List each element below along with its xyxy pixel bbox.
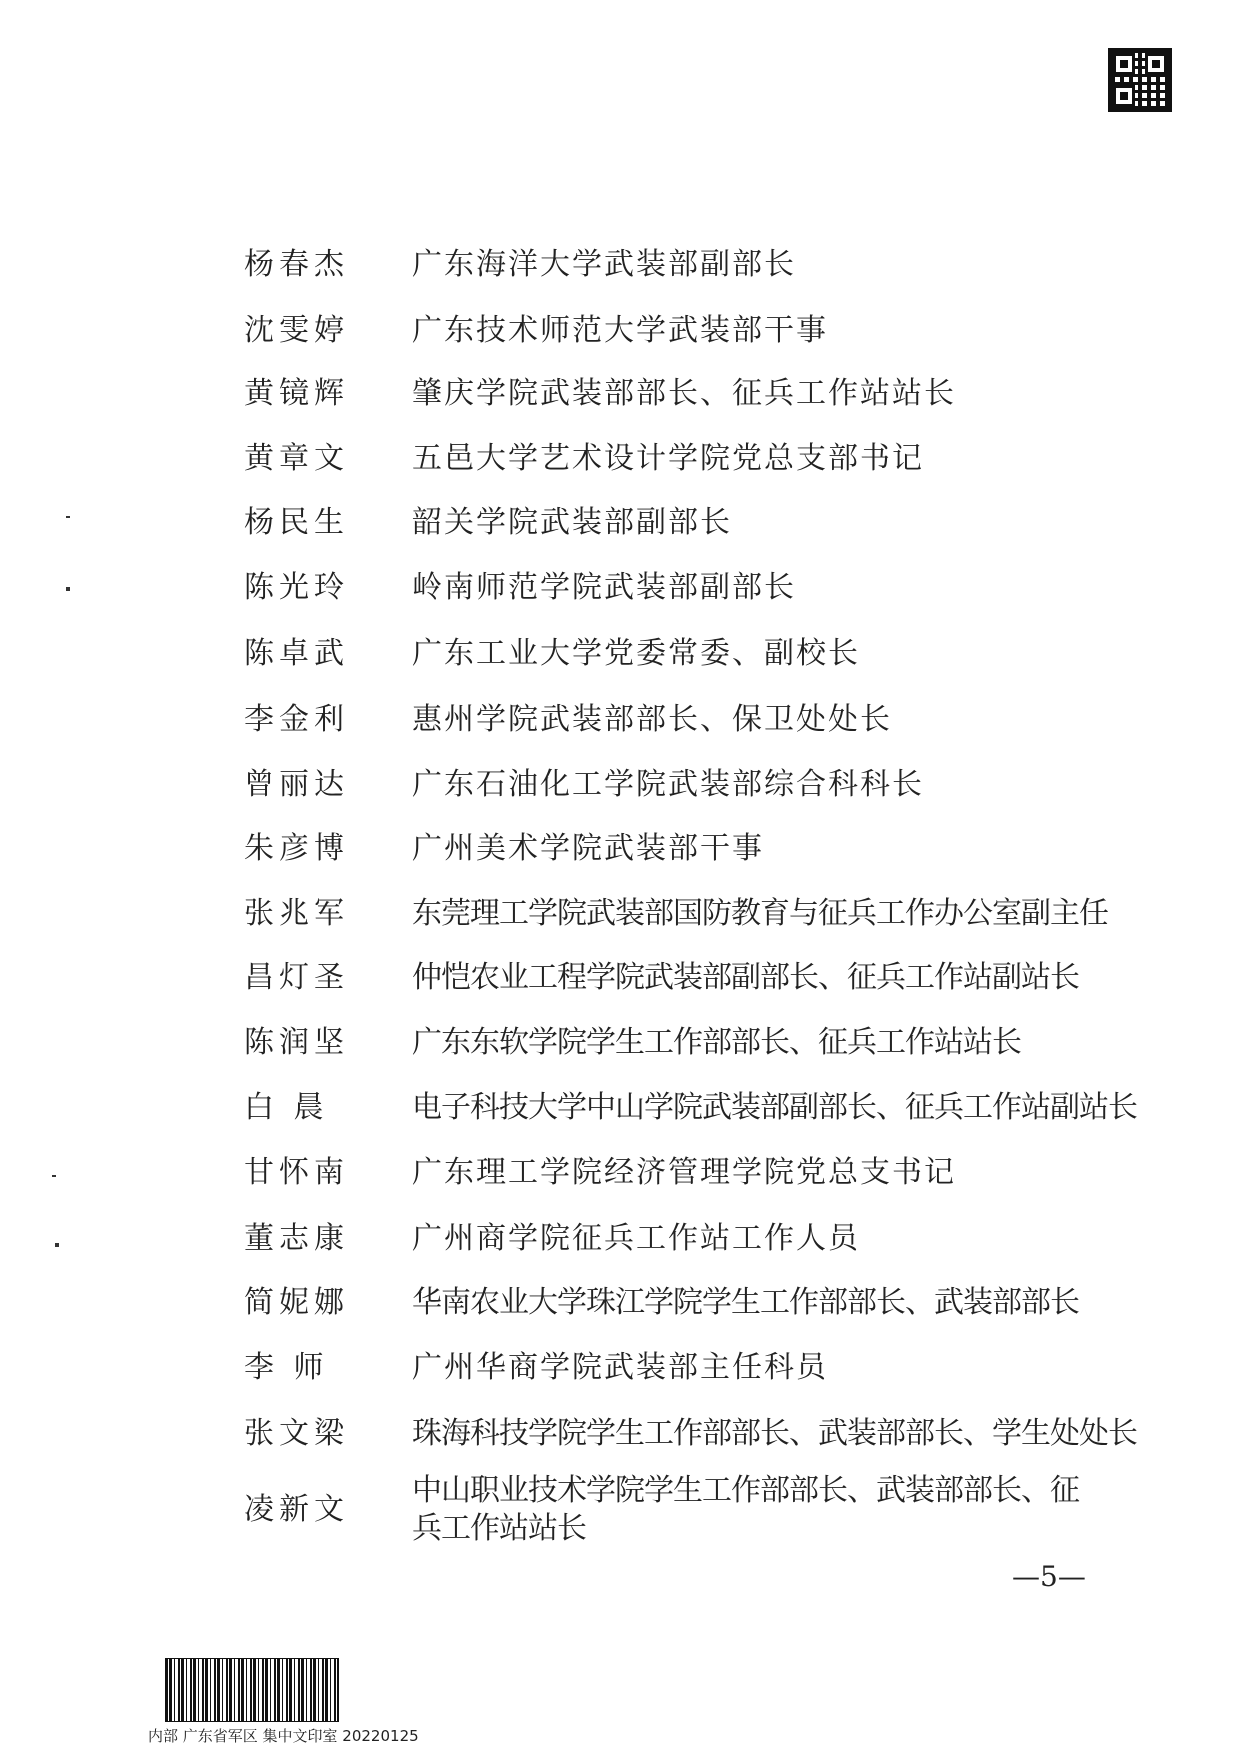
- person-name: 沈雯婷: [244, 313, 349, 348]
- person-name: 李 师: [244, 1350, 329, 1385]
- person-name: 黄镜辉: [244, 376, 349, 411]
- person-name: 黄章文: [244, 441, 349, 476]
- page-number: —5—: [1012, 1560, 1086, 1593]
- person-name: 陈光玲: [244, 570, 349, 605]
- punch-mark: [66, 587, 70, 591]
- person-name: 凌新文: [244, 1492, 349, 1527]
- person-title: 珠海科技学院学生工作部部长、武装部部长、学生处处长: [412, 1416, 1137, 1451]
- person-name: 李金利: [244, 702, 349, 737]
- punch-mark: [66, 516, 70, 518]
- person-name: 朱彦博: [244, 831, 349, 866]
- person-name: 陈卓武: [244, 636, 349, 671]
- person-title: 广东东软学院学生工作部部长、征兵工作站站长: [412, 1025, 1021, 1060]
- person-title: 电子科技大学中山学院武装部副部长、征兵工作站副站长: [412, 1090, 1137, 1125]
- person-title: 广东理工学院经济管理学院党总支书记: [412, 1155, 956, 1190]
- person-title: 广州美术学院武装部干事: [412, 831, 764, 866]
- barcode: [165, 1658, 339, 1722]
- punch-mark: [55, 1243, 59, 1247]
- person-name: 曾丽达: [244, 767, 349, 802]
- person-name: 昌灯圣: [244, 960, 349, 995]
- person-title: 韶关学院武装部副部长: [412, 505, 732, 540]
- person-name: 杨春杰: [244, 247, 349, 282]
- person-title: 中山职业技术学院学生工作部部长、武装部部长、征兵工作站站长: [412, 1473, 1079, 1546]
- qr-code: [1108, 48, 1172, 112]
- person-title: 广州商学院征兵工作站工作人员: [412, 1221, 860, 1256]
- person-title: 华南农业大学珠江学院学生工作部部长、武装部部长: [412, 1285, 1079, 1320]
- person-title: 东莞理工学院武装部国防教育与征兵工作办公室副主任: [412, 896, 1108, 931]
- person-title: 肇庆学院武装部部长、征兵工作站站长: [412, 376, 956, 411]
- person-title: 仲恺农业工程学院武装部副部长、征兵工作站副站长: [412, 960, 1079, 995]
- person-title: 广东海洋大学武装部副部长: [412, 247, 796, 282]
- footer-print-info: 内部 广东省军区 集中文印室 20220125: [148, 1727, 419, 1745]
- person-name: 陈润坚: [244, 1025, 349, 1060]
- person-name: 甘怀南: [244, 1155, 349, 1190]
- person-title: 五邑大学艺术设计学院党总支部书记: [412, 441, 924, 476]
- person-title: 广州华商学院武装部主任科员: [412, 1350, 828, 1385]
- person-name: 董志康: [244, 1221, 349, 1256]
- person-name: 张兆军: [244, 896, 349, 931]
- punch-mark: [52, 1175, 56, 1177]
- person-title: 广东技术师范大学武装部干事: [412, 313, 828, 348]
- person-name: 张文梁: [244, 1416, 349, 1451]
- person-title: 惠州学院武装部部长、保卫处处长: [412, 702, 892, 737]
- person-title: 广东石油化工学院武装部综合科科长: [412, 767, 924, 802]
- person-name: 白 晨: [244, 1090, 329, 1125]
- person-name: 杨民生: [244, 505, 349, 540]
- person-name: 简妮娜: [244, 1285, 349, 1320]
- person-title: 广东工业大学党委常委、副校长: [412, 636, 860, 671]
- person-title: 岭南师范学院武装部副部长: [412, 570, 796, 605]
